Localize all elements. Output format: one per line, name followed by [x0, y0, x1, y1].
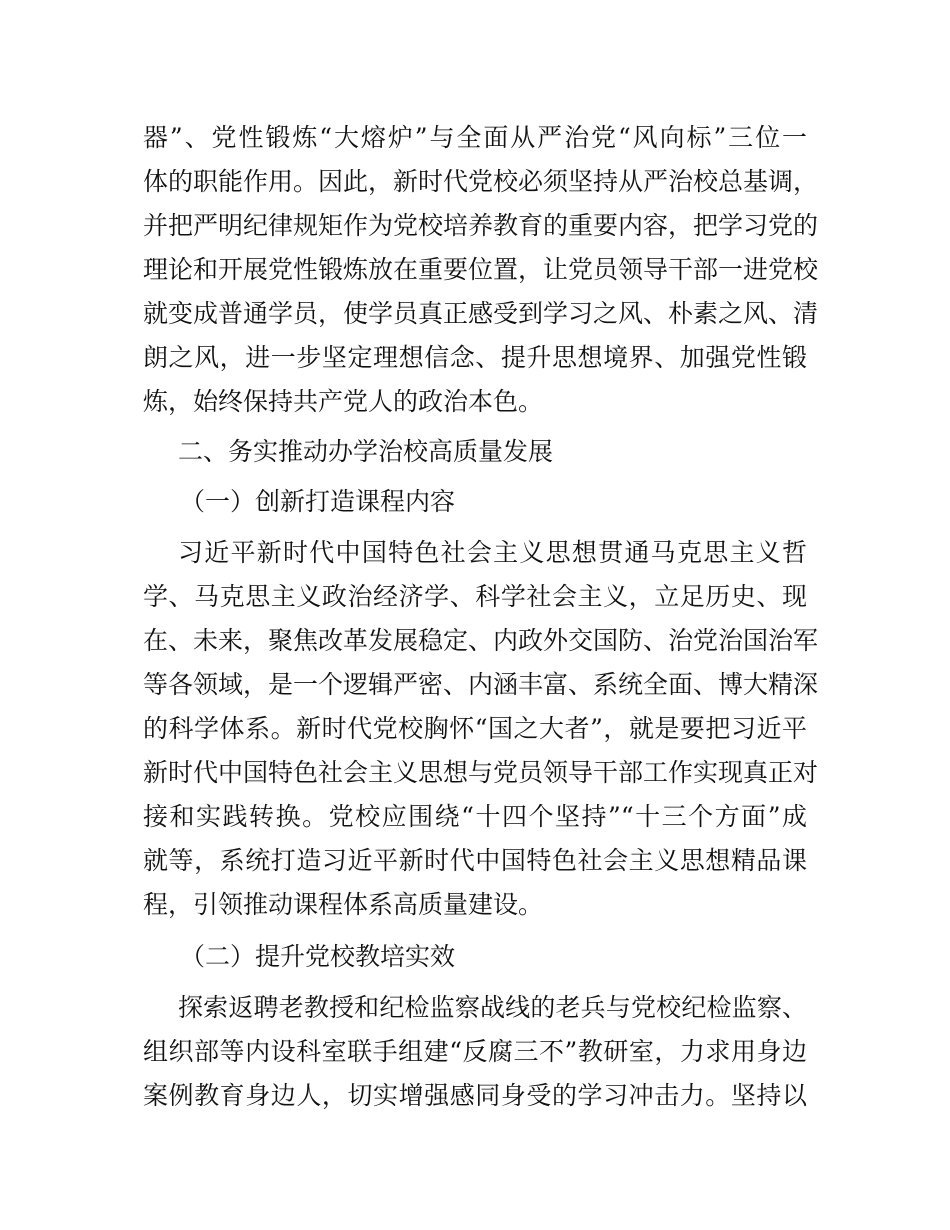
paragraph-2-line-2: 学、马克思主义政治经济学、科学社会主义，立足历史、现 — [143, 582, 807, 611]
paragraph-2-line-7: 接和实践转换。党校应围绕“十四个坚持”“十三个方面”成 — [143, 802, 807, 831]
paragraph-2-line-8: 就等，系统打造习近平新时代中国特色社会主义思想精品课 — [143, 846, 807, 875]
paragraph-1-line-5: 就变成普通学员，使学员真正感受到学习之风、朴素之风、清 — [143, 299, 819, 328]
paragraph-1-line-2: 体的职能作用。因此，新时代党校必须坚持从严治校总基调， — [143, 167, 819, 196]
subheading-1: （一）创新打造课程内容 — [180, 487, 456, 516]
subheading-2: （二）提升党校教培实效 — [180, 942, 456, 971]
paragraph-2-line-6: 新时代中国特色社会主义思想与党员领导干部工作实现真正对 — [143, 758, 819, 787]
paragraph-1-line-6: 朗之风，进一步坚定理想信念、提升思想境界、加强党性锻 — [143, 343, 807, 372]
section-heading-2: 二、务实推动办学治校高质量发展 — [178, 437, 554, 466]
paragraph-1-line-4: 理论和开展党性锻炼放在重要位置，让党员领导干部一进党校 — [143, 255, 819, 284]
paragraph-1-line-3: 并把严明纪律规矩作为党校培养教育的重要内容，把学习党的 — [143, 211, 819, 240]
paragraph-2-line-4: 等各领域，是一个逻辑严密、内涵丰富、系统全面、博大精深 — [143, 670, 819, 699]
paragraph-1-line-7: 炼，始终保持共产党人的政治本色。 — [143, 387, 544, 416]
paragraph-2-line-3: 在、未来，聚焦改革发展稳定、内政外交国防、治党治国治军 — [143, 626, 819, 655]
paragraph-3-line-1: 探索返聘老教授和纪检监察战线的老兵与党校纪检监察、 — [178, 993, 807, 1022]
paragraph-2-line-5: 的科学体系。新时代党校胸怀“国之大者”，就是要把习近平 — [143, 714, 807, 743]
paragraph-2-line-9: 程，引领推动课程体系高质量建设。 — [143, 890, 544, 919]
paragraph-3-line-3: 案例教育身边人，切实增强感同身受的学习冲击力。坚持以 — [143, 1081, 807, 1110]
paragraph-2-line-1: 习近平新时代中国特色社会主义思想贯通马克思主义哲 — [178, 538, 807, 567]
paragraph-1-line-1: 器”、党性锻炼“大熔炉”与全面从严治党“风向标”三位一 — [143, 123, 807, 152]
paragraph-3-line-2: 组织部等内设科室联手组建“反腐三不”教研室，力求用身边 — [143, 1037, 807, 1066]
